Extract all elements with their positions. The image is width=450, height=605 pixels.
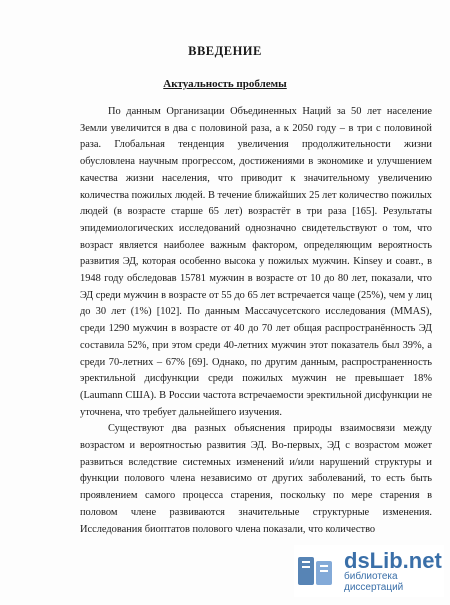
dslib-logo-icon: [294, 551, 338, 591]
section-subheading: Актуальность проблемы: [163, 78, 287, 90]
document-heading: ВВЕДЕНИЕ: [188, 44, 262, 58]
watermark-text: [344, 549, 444, 593]
watermark: [294, 545, 444, 597]
paragraph-2: Существуют два разных объяснения природы взаимосвязи между возрастом и вероятностью развития ЭД. Во-первых, ЭД с возрастом может развиться вследствие системных изменений и/или нарушений структуры и функции полового члена независимо от других заболеваний, то есть быть проявлением самого процесса старения, поскольку по мере старения в половом члене развиваются значительные структурные изменения. Исследования биоптатов полового члена показали, что количество: [80, 423, 432, 535]
watermark-site[interactable]: dsLib.net: [344, 547, 442, 573]
watermark-caption: библиотека диссертаций: [344, 571, 404, 593]
paragraph-1: По данным Организации Объединенных Наций за 50 лет население Земли увеличится в два с половиной раза, а к 2050 году – в три с половиной раза. Глобальная тенденция увеличения продолжительности жизни обусловлена научным прогрессом, достижениями в экономике и улучшением качества жизни населения, что приводит к значительному увеличению количества пожилых людей. В течение ближайших 25 лет количество пожилых людей (в возрасте старше 65 лет) возрастёт в три раза [165]. Результаты эпидемиологических исследований однозначно свидетельствуют о том, что возраст является наиболее важным фактором, определяющим вероятность развития ЭД, которая особенно высока у пожилых мужчин. Kinsey и соавт., в 1948 году обследовав 15781 мужчин в возрасте от 10 до 80 лет, показали, что ЭД среди мужчин в возрасте от 55 до 65 лет встречается чаще (25%), чем у лиц до 30 лет (1%) [102]. По данным Массачусетского исследования (MMAS), среди 1290 мужчин в возрасте от 40 до 70 лет общая распространённость ЭД составила 52%, при этом среди 40-летних мужчин этот показатель был 39%, а среди 70-летних – 67% [69]. Однако, по другим данным, распространенность эректильной дисфункции среди пожилых мужчин не превышает 18% (Laumann США). В России частота встречаемости эректильной дисфункции не уточнена, что требует дальнейшего изучения.: [80, 106, 432, 418]
document-body: [80, 104, 432, 538]
